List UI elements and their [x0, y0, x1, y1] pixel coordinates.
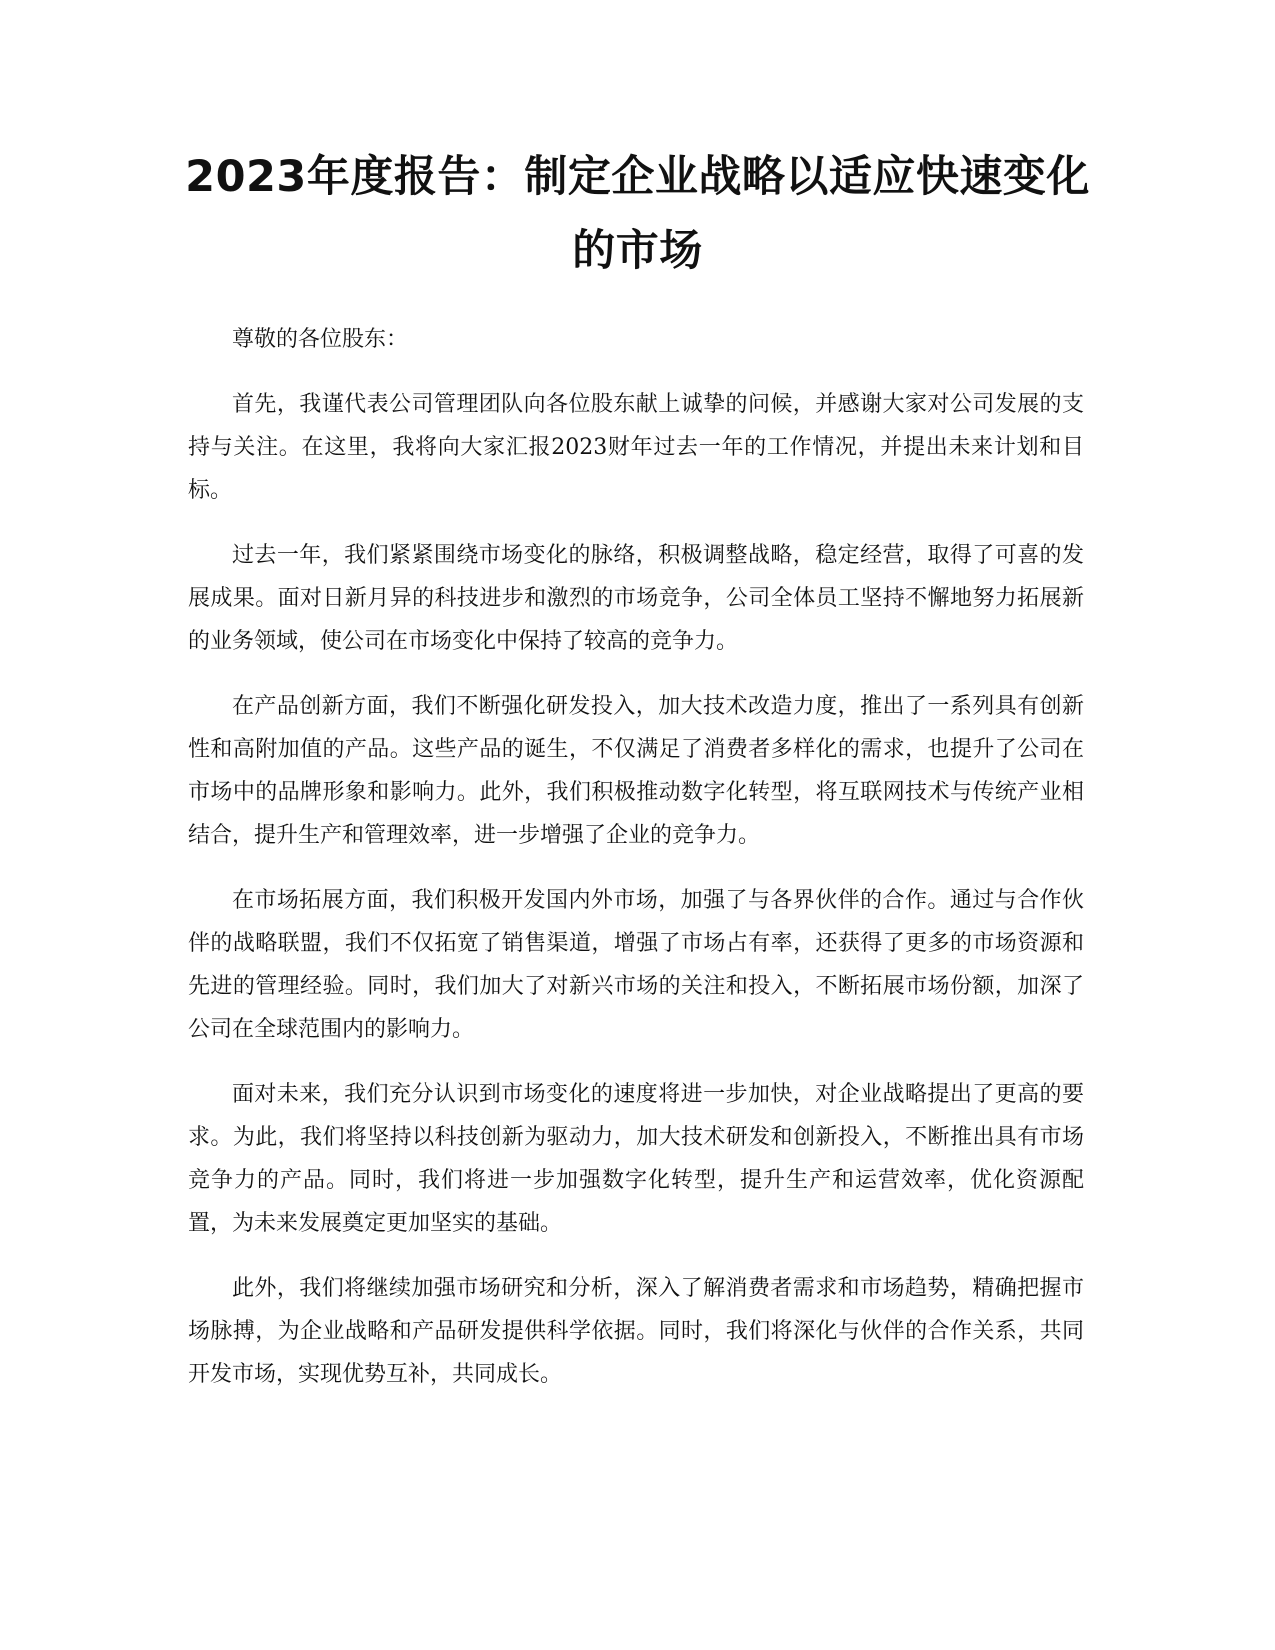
paragraph-future-outlook: 面对未来，我们充分认识到市场变化的速度将进一步加快，对企业战略提出了更高的要求。为此，我们将坚持以科技创新为驱动力，加大技术研发和创新投入，不断推出具有市场竞争力的产品。同时，我们将进一步加强数字化转型，提升生产和运营效率，优化资源配置，为未来发展奠定更加坚实的基础。 [188, 1082, 1084, 1236]
paragraph-market-research: 此外，我们将继续加强市场研究和分析，深入了解消费者需求和市场趋势，精确把握市场脉搏，为企业战略和产品研发提供科学依据。同时，我们将深化与伙伴的合作关系，共同开发市场，实现优势互补，共同成长。 [188, 1276, 1084, 1387]
salutation: 尊敬的各位股东： [232, 327, 409, 352]
paragraph-product-innovation: 在产品创新方面，我们不断强化研发投入，加大技术改造力度，推出了一系列具有创新性和高附加值的产品。这些产品的诞生，不仅满足了消费者多样化的需求，也提升了公司在市场中的品牌形象和影响力。此外，我们积极推动数字化转型，将互联网技术与传统产业相结合，提升生产和管理效率，进一步增强了企业的竞争力。 [188, 694, 1084, 848]
paragraph-past-year: 过去一年，我们紧紧围绕市场变化的脉络，积极调整战略，稳定经营，取得了可喜的发展成果。面对日新月异的科技进步和激烈的市场竞争，公司全体员工坚持不懈地努力拓展新的业务领域，使公司在市场变化中保持了较高的竞争力。 [188, 543, 1084, 654]
document-title: 2023年度报告：制定企业战略以适应快速变化的市场 [185, 152, 1090, 276]
document-body [188, 318, 1084, 1418]
paragraph-greeting: 首先，我谨代表公司管理团队向各位股东献上诚挚的问候，并感谢大家对公司发展的支持与关注。在这里，我将向大家汇报2023财年过去一年的工作情况，并提出未来计划和目标。 [188, 392, 1084, 503]
paragraph-market-expansion: 在市场拓展方面，我们积极开发国内外市场，加强了与各界伙伴的合作。通过与合作伙伴的战略联盟，我们不仅拓宽了销售渠道，增强了市场占有率，还获得了更多的市场资源和先进的管理经验。同时，我们加大了对新兴市场的关注和投入，不断拓展市场份额，加深了公司在全球范围内的影响力。 [188, 888, 1084, 1042]
